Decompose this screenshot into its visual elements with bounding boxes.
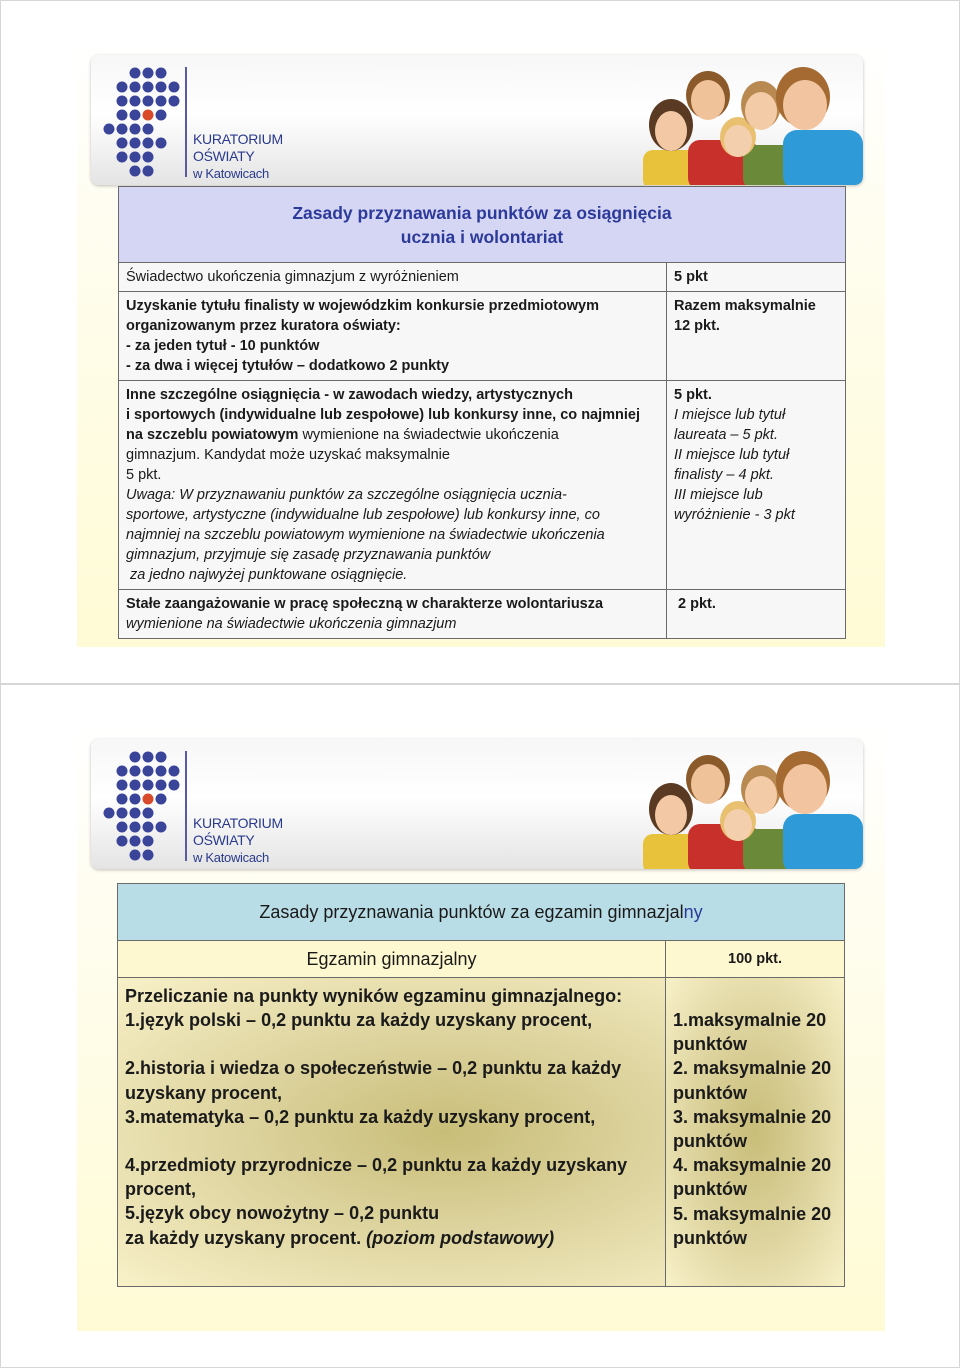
row-4-points: 2 pkt.: [667, 590, 845, 638]
text-line: 4. maksymalnie 20: [673, 1155, 832, 1176]
row-2-points: [667, 292, 845, 380]
spacer: [125, 1032, 658, 1056]
table-title-main: Zasady przyznawania punktów za egzamin gimnazjal: [259, 901, 684, 922]
text-line: procent,: [125, 1179, 197, 1200]
exam-label: Egzamin gimnazjalny: [118, 941, 666, 977]
text-line: [126, 425, 659, 445]
table-row: [119, 263, 845, 291]
text-line: 4.przedmioty przyrodnicze – 0,2 punktu za każdy uzyskany: [125, 1155, 628, 1176]
table-row: [118, 941, 844, 977]
logo-line-3: w Katowicach: [193, 166, 269, 181]
achievements-table: [118, 186, 846, 639]
logo-line-1: KURATORIUM: [193, 815, 283, 831]
text-line: Inne szczególne osiągnięcia - w zawodach wiedzy, artystycznych: [126, 387, 573, 403]
table-row: [118, 977, 844, 1286]
table-row: [119, 291, 845, 380]
logo-text: [193, 131, 283, 182]
table-title-tail: ny: [683, 901, 703, 922]
table-title: [119, 187, 845, 263]
text-line: II miejsce lub tytuł: [674, 447, 790, 463]
text-line: punktów: [673, 1034, 747, 1055]
logo-text: [193, 815, 283, 866]
text-line: finalisty – 4 pkt.: [674, 467, 774, 483]
text-line: 3. maksymalnie 20: [673, 1106, 832, 1127]
text-line: III miejsce lub: [674, 487, 763, 503]
text-line: laureata – 5 pkt.: [674, 427, 778, 443]
note-line: najmniej na szczeblu powiatowym wymienione na świadectwie ukończenia: [126, 527, 605, 543]
table-row: [119, 589, 845, 638]
table-title-line-2: ucznia i wolontariat: [400, 226, 564, 247]
text-line: - za dwa i więcej tytułów – dodatkowo 2 punkty: [126, 358, 450, 374]
text-line: 2. maksymalnie 20: [673, 1058, 832, 1079]
text-line: [125, 1226, 658, 1250]
row-4-label: [119, 590, 667, 638]
text-line: Przeliczanie na punkty wyników egzaminu gimnazjalnego:: [125, 986, 623, 1006]
note-line: gimnazjum, przyjmuje się zasadę przyznawania punktów: [126, 547, 491, 563]
row-3-label: [119, 381, 667, 589]
text-line: organizowanym przez kuratora oświaty:: [126, 318, 401, 334]
children-photo: [633, 55, 863, 185]
header-banner: [91, 55, 863, 185]
text-line: 1.maksymalnie 20: [673, 1010, 827, 1030]
logo-line-2: OŚWIATY: [193, 148, 255, 164]
kuratorium-logo-icon: [95, 747, 185, 867]
children-photo: [633, 739, 863, 869]
text-line: 2.historia i wiedza o społeczeństwie – 0,2 punktu za każdy: [125, 1058, 622, 1079]
text-line: 5. maksymalnie 20: [673, 1203, 832, 1224]
text-line: - za jeden tytuł - 10 punktów: [126, 338, 320, 354]
header-banner: [91, 739, 863, 869]
text-span: na szczeblu powiatowym: [126, 427, 299, 443]
text-line: Stałe zaangażowanie w pracę społeczną w charakterze wolontariusza: [126, 596, 604, 612]
text-line: 1.język polski – 0,2 punktu za każdy uzyskany procent,: [125, 1010, 593, 1031]
text-line: gimnazjum. Kandydat może uzyskać maksymalnie: [126, 447, 450, 463]
logo-divider: [185, 67, 187, 177]
text-line: I miejsce lub tytuł: [674, 407, 786, 423]
conversion-rules: [118, 978, 666, 1286]
text-line: punktów: [673, 1227, 747, 1248]
note-line: Uwaga: W przyznawaniu punktów za szczególne osiągnięcia ucznia-: [126, 487, 567, 503]
max-points: [666, 978, 844, 1286]
note-line: sportowe, artystyczne (indywidualne lub zespołowe) lub konkursy inne, co: [126, 507, 600, 523]
logo-line-3: w Katowicach: [193, 850, 269, 865]
text-span: wymienione na świadectwie ukończenia: [298, 427, 559, 443]
text-line: punktów: [673, 1082, 747, 1103]
text-line: 5.język obcy nowożytny – 0,2 punktu: [125, 1203, 440, 1224]
exam-points: 100 pkt.: [666, 941, 844, 977]
text-line: i sportowych (indywidualne lub zespołowe) lub konkursy inne, co najmniej: [126, 407, 641, 423]
text-line: 12 pkt.: [674, 318, 720, 334]
row-1-label: Świadectwo ukończenia gimnazjum z wyróżnieniem: [119, 263, 667, 291]
table-row: [119, 380, 845, 589]
logo-line-1: KURATORIUM: [193, 131, 283, 147]
text-line: 3.matematyka – 0,2 punktu za każdy uzyskany procent,: [125, 1106, 596, 1127]
table-title: [118, 884, 844, 941]
text-line: 5 pkt.: [126, 467, 162, 483]
text-line: uzyskany procent,: [125, 1082, 283, 1103]
text-span: za każdy uzyskany procent.: [125, 1227, 367, 1248]
row-1-points: 5 pkt: [667, 263, 845, 291]
spacer: [125, 1129, 658, 1153]
logo-divider: [185, 751, 187, 861]
kuratorium-logo-icon: [95, 63, 185, 183]
text-line: punktów: [673, 1179, 747, 1200]
text-line: 5 pkt.: [674, 387, 712, 403]
text-line: punktów: [673, 1131, 747, 1152]
table-title-line-1: Zasady przyznawania punktów za osiągnięcia: [292, 202, 672, 223]
text-line: Razem maksymalnie: [674, 298, 816, 314]
row-3-points: [667, 381, 845, 589]
note-line: za jedno najwyżej punktowane osiągnięcie.: [126, 567, 408, 583]
row-2-label: [119, 292, 667, 380]
logo-line-2: OŚWIATY: [193, 832, 255, 848]
text-line: wyróżnienie - 3 pkt: [674, 507, 795, 523]
text-line: Uzyskanie tytułu finalisty w wojewódzkim konkursie przedmiotowym: [126, 298, 599, 314]
text-line: wymienione na świadectwie ukończenia gimnazjum: [126, 616, 457, 632]
exam-table: [117, 883, 845, 1287]
text-span: (poziom podstawowy): [366, 1227, 555, 1248]
